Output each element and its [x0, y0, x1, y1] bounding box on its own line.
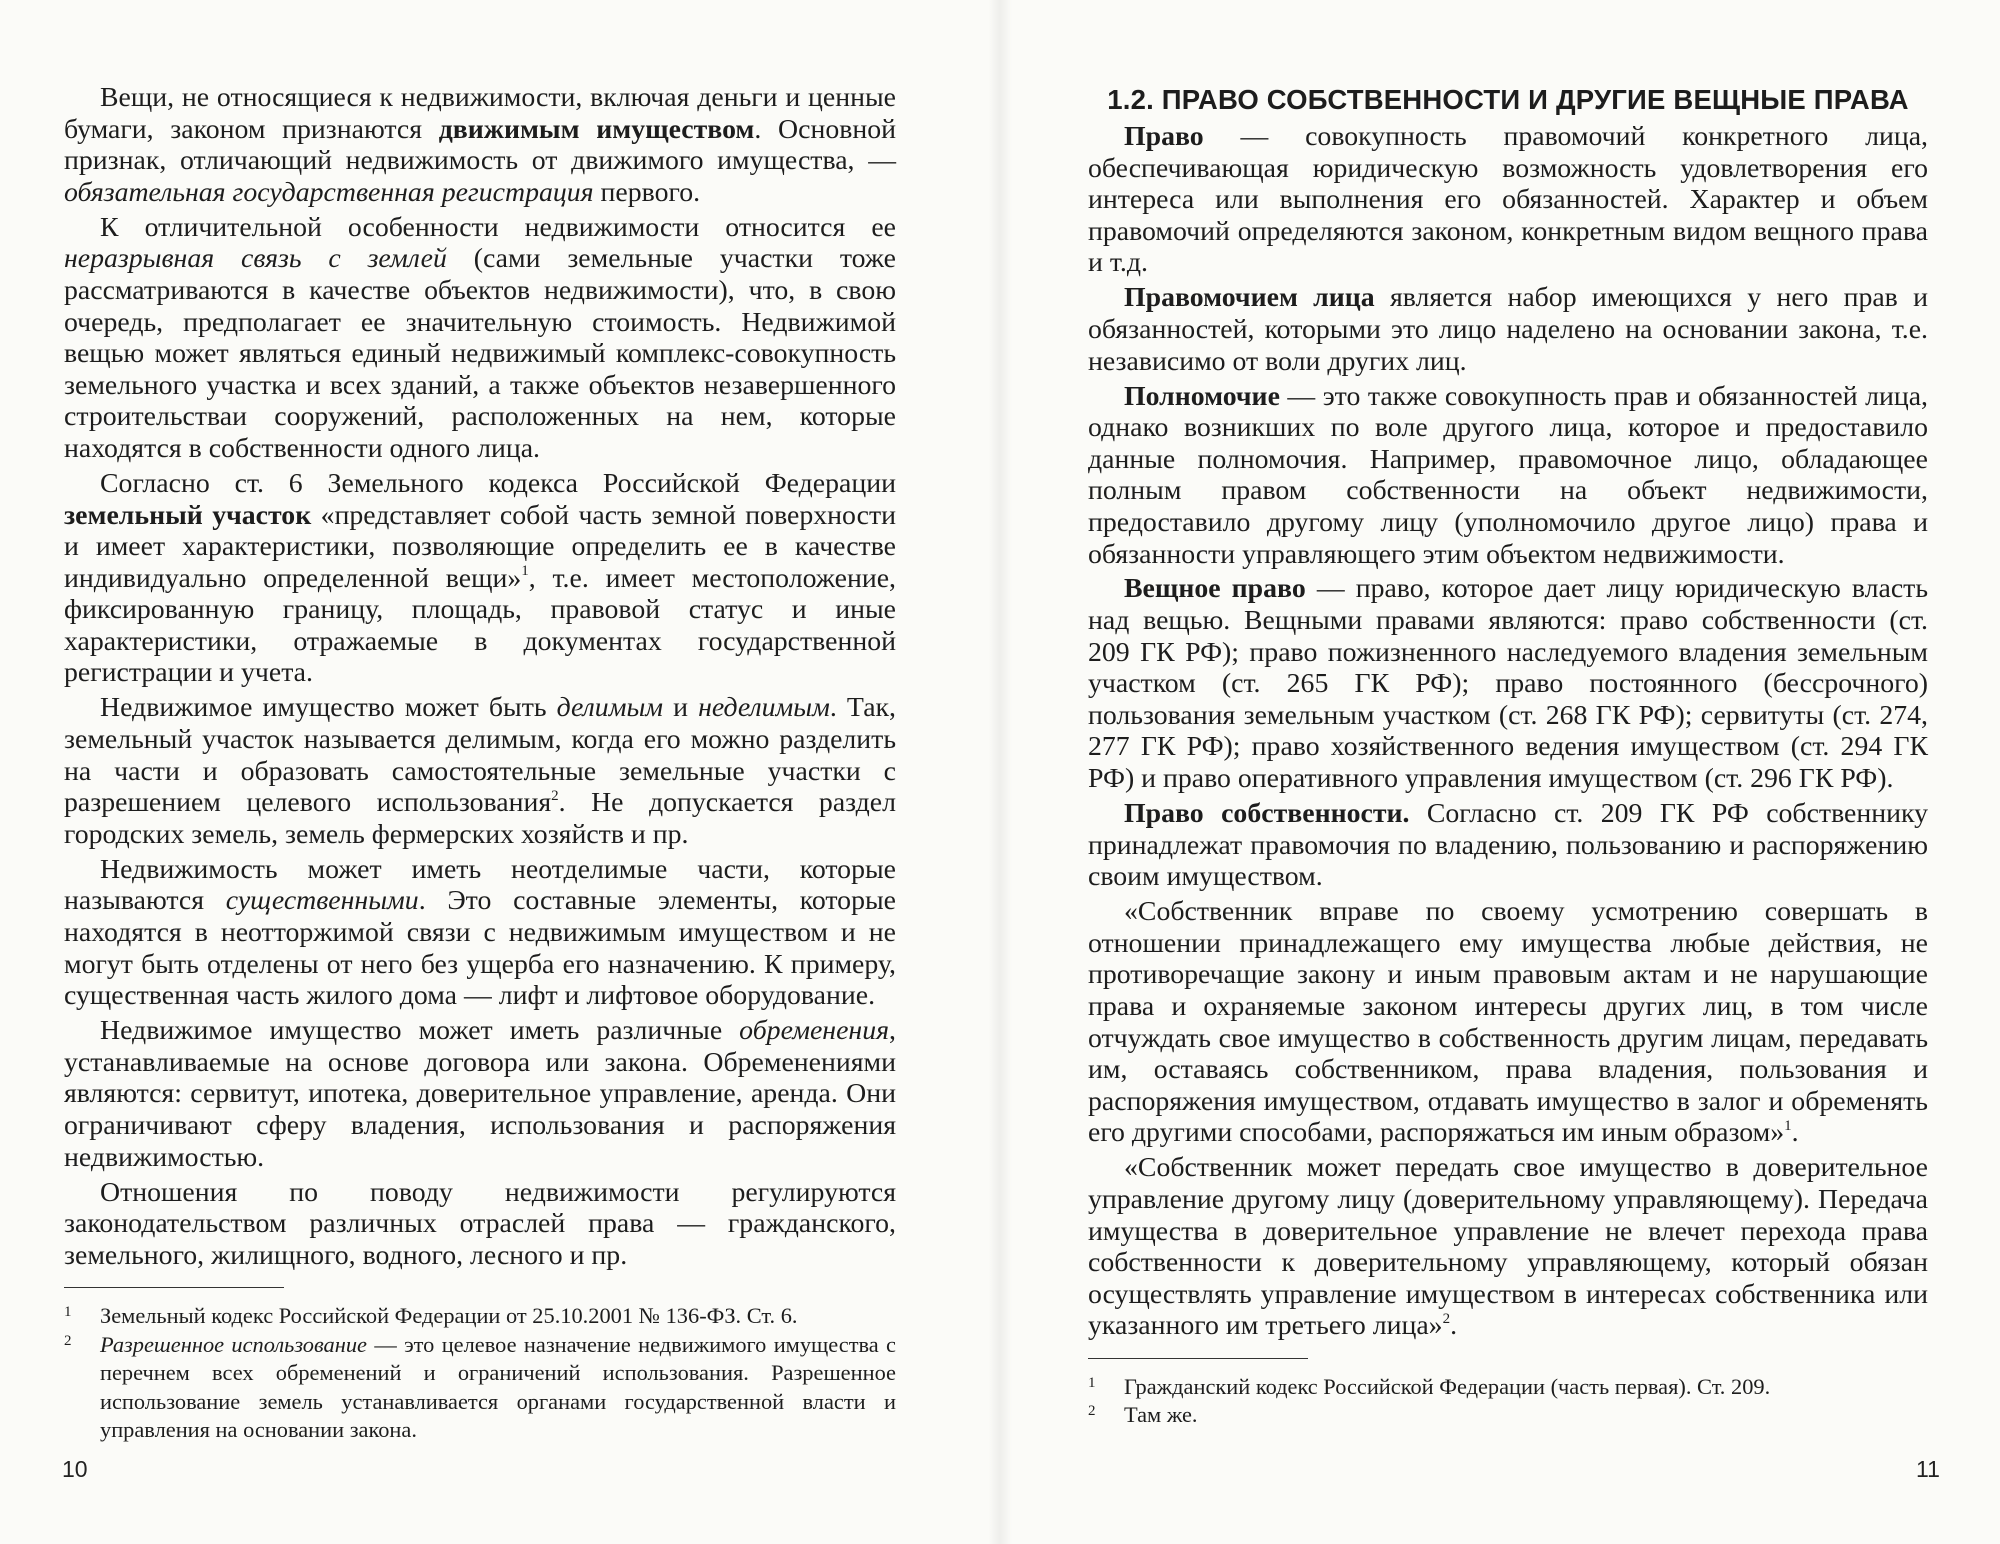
text-run: Отношения по поводу недвижимости регулируются законодательством различных отраслей права — гражданского, земельного, жилищного, водного, лесного и пр.: [64, 1176, 896, 1271]
footnote-reference: 2: [551, 787, 559, 804]
text-run: Полномочие: [1124, 380, 1280, 412]
page-number: 11: [1916, 1456, 1940, 1482]
footnote: [1088, 1401, 1928, 1429]
text-run: Недвижимое имущество может иметь различные: [100, 1015, 740, 1047]
right-body: [1088, 121, 1928, 1342]
paragraph: [64, 1015, 896, 1173]
right-footnotes: [1088, 1373, 1928, 1430]
footnote-reference: 1: [521, 563, 529, 580]
text-run: Разрешенное использование: [100, 1331, 367, 1357]
footnote-number: 1: [64, 1304, 72, 1321]
section-heading: 1.2. ПРАВО СОБСТВЕННОСТИ И ДРУГИЕ ВЕЩНЫЕ ПРАВА: [1107, 84, 1909, 115]
text-run: Право собственности.: [1124, 798, 1410, 830]
text-run: земельный участок: [64, 499, 312, 531]
text-run: «Собственник может передать свое имущество в доверительное управление другому лицу (доверительному управляющему). Передача имущества в доверительное управление не влечет перехода права собственности к доверительному управляющему, который обязан осуществлять управление имуществом в интересах собственника или указанного им третьего лица»: [1088, 1152, 1928, 1342]
footnote-number: 2: [64, 1332, 72, 1349]
left-text-column: [64, 82, 896, 1444]
text-run: Недвижимое имущество может быть: [100, 692, 557, 724]
text-run: .: [1450, 1310, 1458, 1342]
paragraph: [1088, 896, 1928, 1149]
text-run: Гражданский кодекс Российской Федерации (часть первая). Ст. 209.: [1124, 1373, 1771, 1399]
text-run: обязательная государственная регистрация: [64, 176, 594, 208]
text-run: Правомочием лица: [1124, 282, 1375, 314]
text-run: Земельный кодекс Российской Федерации от 25.10.2001 № 136-ФЗ. Ст. 6.: [100, 1303, 798, 1329]
text-run: делимым: [556, 692, 664, 724]
text-run: , устанавливаемые на основе договора или закона. Обременениями являются: сервитут, ипотека, доверительное управление, аренда. Они ограничивают сферу владения, использования и распоряжения недвижимостью.: [64, 1015, 896, 1173]
left-footnotes: [64, 1302, 896, 1444]
text-run: первого.: [593, 176, 701, 208]
paragraph: [64, 854, 896, 1012]
footnote-text: [1124, 1373, 1928, 1401]
text-run: Там же.: [1124, 1402, 1198, 1428]
text-run: .: [1791, 1117, 1799, 1149]
text-run: — это целевое назначение недвижимого имущества с перечнем всех обременений и ограничений использования. Разрешенное использование земель устанавливается органами государственной власти и управления на основании закона.: [100, 1331, 896, 1442]
text-run: является набор имеющихся у него прав и обязанностей, которыми это лицо наделено на основании закона, т.е. независимо от воли других лиц.: [1088, 282, 1928, 377]
footnote: [64, 1331, 896, 1445]
text-run: Вещное право: [1124, 573, 1306, 605]
right-page: [1000, 0, 2000, 1544]
paragraph: [64, 468, 896, 689]
text-run: . Так, земельный участок называется делимым, когда его можно разделить на части и образовать самостоятельные земельные участки с разрешением целевого использования: [64, 692, 896, 819]
footnote-number: 2: [1088, 1403, 1096, 1420]
paragraph: [64, 692, 896, 850]
text-run: неделимым: [698, 692, 830, 724]
text-run: и: [663, 692, 699, 724]
paragraph: [1088, 798, 1928, 893]
footnote-number: 1: [1088, 1374, 1096, 1391]
text-run: движимым имуществом: [438, 113, 755, 145]
footnote-text: [100, 1302, 896, 1330]
text-run: — это также совокупность прав и обязанностей лица, однако возникших по воле другого лица, которое и предоставило данные полномочия. Например, правомочное лицо, обладающее полным правом собственности на объект недвижимости, предоставило другому лицу (уполномочило другое лицо) права и обязанности управляющего этим объектом недвижимости.: [1088, 380, 1928, 570]
footnote-text: [100, 1331, 896, 1445]
text-run: Согласно ст. 209 ГК РФ собственнику принадлежат правомочия по владению, пользованию и распоряжению своим имуществом.: [1088, 798, 1928, 893]
text-run: существенными: [225, 885, 419, 917]
text-run: Недвижимость может иметь неотделимые части, которые называются: [64, 853, 896, 917]
text-run: . Основной признак, отличающий недвижимость от движимого имущества, —: [64, 113, 896, 177]
text-run: — совокупность правомочий конкретного лица, обеспечивающая юридическую возможность удовлетворения его интереса или выполнения его обязанностей. Характер и объем правомочий определяются законом, конкретным видом вещного права и т.д.: [1088, 121, 1928, 279]
text-run: . Это составные элементы, которые находятся в неотторжимой связи с недвижимым имуществом и не могут быть отделены от него без ущерба его назначению. К примеру, существенная часть жилого дома — лифт и лифтовое оборудование.: [64, 885, 896, 1012]
text-run: обременения: [739, 1015, 890, 1047]
page-number: 10: [62, 1456, 88, 1482]
text-run: Право: [1124, 121, 1204, 152]
paragraph: [1088, 381, 1928, 571]
footnote: [1088, 1373, 1928, 1401]
text-run: Вещи, не относящиеся к недвижимости, включая деньги и ценные бумаги, законом признаются: [64, 82, 896, 145]
text-run: , т.е. имеет местоположение, фиксированную границу, площадь, правовой статус и иные характеристики, отражаемые в документах государственной регистрации и учета.: [64, 562, 896, 689]
paragraph: [64, 1177, 896, 1272]
text-run: — право, которое дает лицу юридическую власть над вещью. Вещными правами являются: право собственности (ст. 209 ГК РФ); право пожизненного наследуемого владения земельным участком (ст. 265 ГК РФ); право постоянного (бессрочного) пользования земельным участком (ст. 268 ГК РФ); сервитуты (ст. 274, 277 ГК РФ); право хозяйственного ведения имуществом (ст. 294 ГК РФ) и право оперативного управления имуществом (ст. 296 ГК РФ).: [1088, 573, 1928, 795]
text-run: «представляет собой часть земной поверхности и имеет характеристики, позволяющие определить ее в качестве индивидуально определенной вещи»: [64, 499, 896, 594]
paragraph: [1088, 573, 1928, 794]
text-run: (сами земельные участки тоже рассматриваются в качестве объектов недвижимости), что, в свою очередь, предполагает ее значительную стоимость. Недвижимой вещью может являться единый недвижимый комплекс-совокупность земельного участка и всех зданий, а также объектов незавершенного строительстваи сооружений, расположенных на нем, которые находятся в собственности одного лица.: [64, 243, 896, 464]
footnote-reference: 1: [1784, 1118, 1792, 1135]
text-run: «Собственник вправе по своему усмотрению совершать в отношении принадлежащего ему имущества любые действия, не противоречащие закону и иным правовым актам и не нарушающие права и охраняемые законом интересы других лиц, в том числе отчуждать свое имущество в собственность другим лицам, передавать им, оставаясь собственником, права владения, пользования и распоряжения имуществом, отдавать имущество в залог и обременять его другими способами, распоряжаться им иным образом»: [1088, 896, 1928, 1149]
footnote-divider: [1088, 1358, 1308, 1359]
text-run: неразрывная связь с землей: [64, 243, 447, 275]
right-text-column: [1088, 82, 1928, 1430]
footnote-reference: 2: [1442, 1311, 1451, 1328]
footnote-divider: [64, 1287, 284, 1288]
left-body: [64, 82, 896, 1271]
text-run: . Не допускается раздел городских земель, земель фермерских хозяйств и пр.: [64, 787, 896, 850]
paragraph: [64, 212, 896, 465]
text-run: К отличительной особенности недвижимости относится ее: [100, 211, 896, 243]
paragraph: [1088, 1152, 1928, 1342]
paragraph: [64, 82, 896, 208]
text-run: Согласно ст. 6 Земельного кодекса Российской Федерации: [100, 467, 896, 499]
paragraph: [1088, 121, 1928, 279]
footnote: [64, 1302, 896, 1330]
footnote-text: [1124, 1401, 1928, 1429]
paragraph: [1088, 282, 1928, 377]
